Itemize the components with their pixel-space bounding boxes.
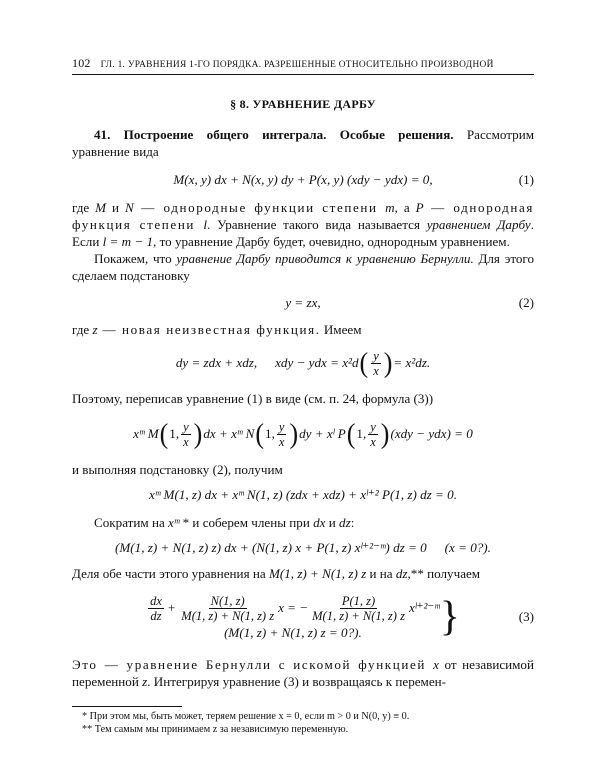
equation-substituted: xᵐ M(1, z) dx + xᵐ N(1, z) (zdx + xdz) + xˡ⁺² P(1, z) dz = 0.	[149, 487, 457, 502]
page-number: 102	[72, 56, 91, 70]
paragraph-cancel: Сократим на xᵐ * и соберем члены при dx и dz:	[94, 515, 355, 530]
paragraph-new-function: где z — новая неизвестная функция. Имеем	[72, 322, 362, 337]
paragraph-divide: Деля обе части этого уравнения на M(1, z) + N(1, z) z и на dz,** получаем	[72, 566, 481, 581]
fraction-y-over-x: $\frac{y}{x}$	[373, 348, 379, 378]
footnote-2: ** Тем самым мы принимаем z за независимую переменную.	[82, 724, 349, 735]
footnotes	[72, 710, 534, 736]
equation-3-system: $\frac{dx}{dz}$ + $\frac{N(1, z)}{M(1, z) + N(1, z) z}$ x = − $\frac{P(1, z)}{M(1, z) + N(1, z) z}$ xˡ⁺²⁻ᵐ (M(1, z) + N(1, z) z = 0?). } (3)	[150, 593, 534, 640]
paragraph-definition: где M и N — однородные функции степени m, а P — однородная функция степени l. Уравнение такого вида называется уравнением Дарбу. Если l = m − 1, то уравнение Дарбу будет, очевидно, однородным уравнением.	[72, 200, 535, 249]
footnote-1: * При этом мы, быть может, теряем решение x = 0, если m > 0 и N(0, y) ≡ 0.	[82, 711, 410, 722]
right-brace: }	[439, 594, 460, 640]
equation-number-1: (1)	[518, 172, 534, 187]
subsection-heading: 41. Построение общего интеграла. Особые решения.	[94, 127, 454, 142]
paragraph-intro: 41. Построение общего интеграла. Особые решения. Рассмотрим уравнение вида	[72, 127, 534, 159]
equation-1: M(x, y) dx + N(x, y) dy + P(x, y) (xdy − ydx) = 0, (1)	[173, 172, 534, 187]
page	[72, 56, 534, 736]
equation-collected: (M(1, z) + N(1, z) z) dx + (N(1, z) x + P(1, z) xˡ⁺²⁻ᵐ) dz = 0 (x = 0?).	[115, 540, 491, 555]
equation-number-3: (3)	[518, 609, 534, 624]
term-darboux: уравнением Дарбу	[426, 217, 531, 232]
paragraph-rewrite: Поэтому, переписав уравнение (1) в виде (см. п. 24, формула (3))	[72, 391, 434, 406]
section-title: § 8. УРАВНЕНИЕ ДАРБУ	[230, 97, 376, 111]
equation-homogeneous-form: xᵐ M ( 1, $\frac{y}{x}$ ) dx + xᵐ N ( 1, $\frac{y}{x}$ ) dy + xˡ P ( 1, $\frac{y}{x}$ ) (xdy − ydx) = 0	[133, 417, 473, 450]
paragraph-claim: Покажем, что уравнение Дарбу приводится к уравнению Бернулли. Для этого сделаем подстановку	[72, 251, 535, 283]
footnote-rule	[72, 706, 182, 707]
equation-number-2: (2)	[518, 295, 534, 310]
running-header	[72, 56, 534, 75]
paragraph-substitution: и выполняя подстановку (2), получим	[72, 462, 283, 477]
equation-2: y = zx, (2)	[285, 295, 534, 310]
running-title: ГЛ. 1. УРАВНЕНИЯ 1-ГО ПОРЯДКА. РАЗРЕШЕННЫЕ ОТНОСИТЕЛЬНО ПРОИЗВОДНОЙ	[100, 60, 494, 70]
paragraph-bernoulli: Это — уравнение Бернулли с искомой функцией x от независимой переменной z. Интегрируя уравнение (3) и возвращаясь к перемен-	[72, 657, 534, 689]
equation-differentials: dy = zdx + xdz, xdy − ydx = x²d ( $\frac{y}{x}$ ) = x²dz.	[175, 346, 431, 379]
